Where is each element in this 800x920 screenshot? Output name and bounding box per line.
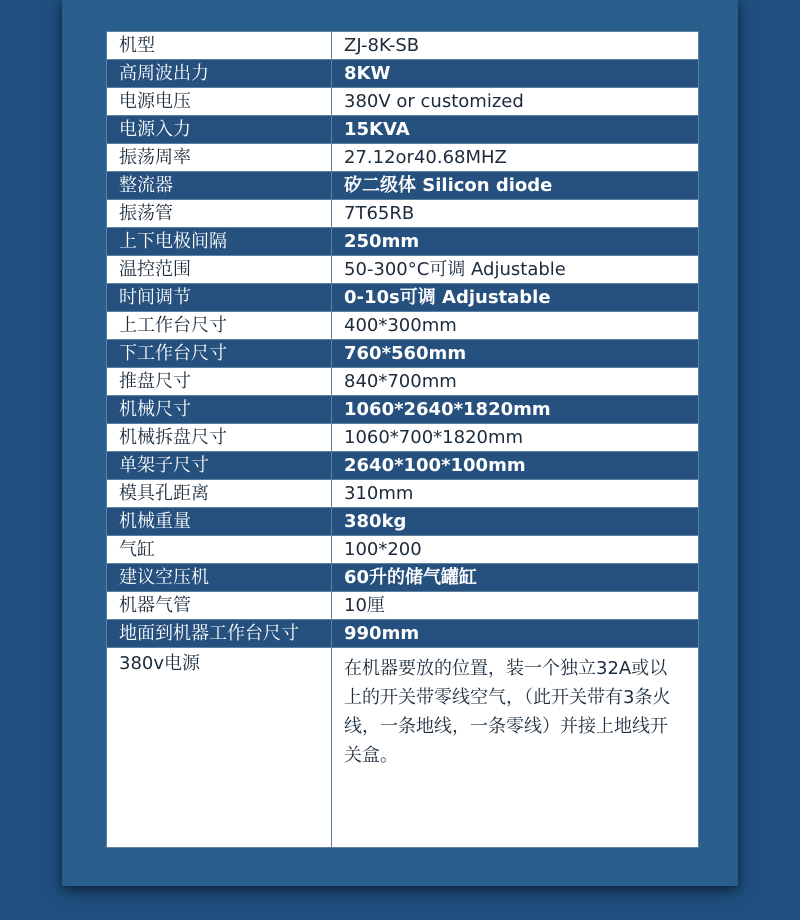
- spec-value: 8KW: [332, 60, 699, 88]
- spec-row: [107, 60, 699, 88]
- spec-value: 0-10s可调 Adjustable: [332, 284, 699, 312]
- spec-value: 2640*100*100mm: [332, 452, 699, 480]
- spec-label: 电源电压: [107, 88, 332, 116]
- spec-label: 电源入力: [107, 116, 332, 144]
- spec-row: [107, 312, 699, 340]
- spec-value: 7T65RB: [332, 200, 699, 228]
- spec-row: [107, 424, 699, 452]
- spec-value-note: 在机器要放的位置，装一个独立32A或以上的开关带零线空气，（此开关带有3条火线，一条地线，一条零线）并接上地线开关盒。: [332, 648, 699, 848]
- spec-table: [106, 31, 699, 848]
- spec-label: 机型: [107, 32, 332, 60]
- spec-label: 振荡周率: [107, 144, 332, 172]
- spec-label: 建议空压机: [107, 564, 332, 592]
- spec-row-power-note: [107, 648, 699, 848]
- spec-value: ZJ-8K-SB: [332, 32, 699, 60]
- spec-value: 380V or customized: [332, 88, 699, 116]
- spec-label: 地面到机器工作台尺寸: [107, 620, 332, 648]
- spec-label: 机械尺寸: [107, 396, 332, 424]
- spec-value: 760*560mm: [332, 340, 699, 368]
- spec-value: 1060*700*1820mm: [332, 424, 699, 452]
- spec-label: 温控范围: [107, 256, 332, 284]
- spec-row: [107, 620, 699, 648]
- spec-row: [107, 144, 699, 172]
- spec-row: [107, 32, 699, 60]
- spec-row: [107, 396, 699, 424]
- spec-label: 单架子尺寸: [107, 452, 332, 480]
- spec-label: 机械拆盘尺寸: [107, 424, 332, 452]
- spec-label: 气缸: [107, 536, 332, 564]
- spec-row: [107, 172, 699, 200]
- spec-value: 400*300mm: [332, 312, 699, 340]
- spec-row: [107, 536, 699, 564]
- spec-row: [107, 564, 699, 592]
- spec-row: [107, 368, 699, 396]
- spec-value: 100*200: [332, 536, 699, 564]
- spec-label: 下工作台尺寸: [107, 340, 332, 368]
- spec-value: 310mm: [332, 480, 699, 508]
- spec-value: 10厘: [332, 592, 699, 620]
- spec-row: [107, 592, 699, 620]
- spec-row: [107, 200, 699, 228]
- spec-value: 1060*2640*1820mm: [332, 396, 699, 424]
- spec-label: 上工作台尺寸: [107, 312, 332, 340]
- spec-label: 机器气管: [107, 592, 332, 620]
- spec-row: [107, 284, 699, 312]
- spec-value: 990mm: [332, 620, 699, 648]
- spec-row: [107, 88, 699, 116]
- spec-label: 380v电源: [107, 648, 332, 848]
- spec-row: [107, 256, 699, 284]
- spec-label: 机械重量: [107, 508, 332, 536]
- spec-value: 250mm: [332, 228, 699, 256]
- spec-label: 高周波出力: [107, 60, 332, 88]
- spec-value: 50-300°C可调 Adjustable: [332, 256, 699, 284]
- spec-value: 380kg: [332, 508, 699, 536]
- spec-row: [107, 228, 699, 256]
- spec-value: 矽二级体 Silicon diode: [332, 172, 699, 200]
- spec-label: 推盘尺寸: [107, 368, 332, 396]
- spec-value: 15KVA: [332, 116, 699, 144]
- spec-row: [107, 508, 699, 536]
- spec-label: 整流器: [107, 172, 332, 200]
- spec-row: [107, 480, 699, 508]
- spec-row: [107, 116, 699, 144]
- spec-label: 振荡管: [107, 200, 332, 228]
- spec-row: [107, 340, 699, 368]
- spec-row: [107, 452, 699, 480]
- spec-value: 840*700mm: [332, 368, 699, 396]
- spec-value: 27.12or40.68MHZ: [332, 144, 699, 172]
- spec-label: 上下电极间隔: [107, 228, 332, 256]
- spec-label: 模具孔距离: [107, 480, 332, 508]
- spec-label: 时间调节: [107, 284, 332, 312]
- spec-value: 60升的储气罐缸: [332, 564, 699, 592]
